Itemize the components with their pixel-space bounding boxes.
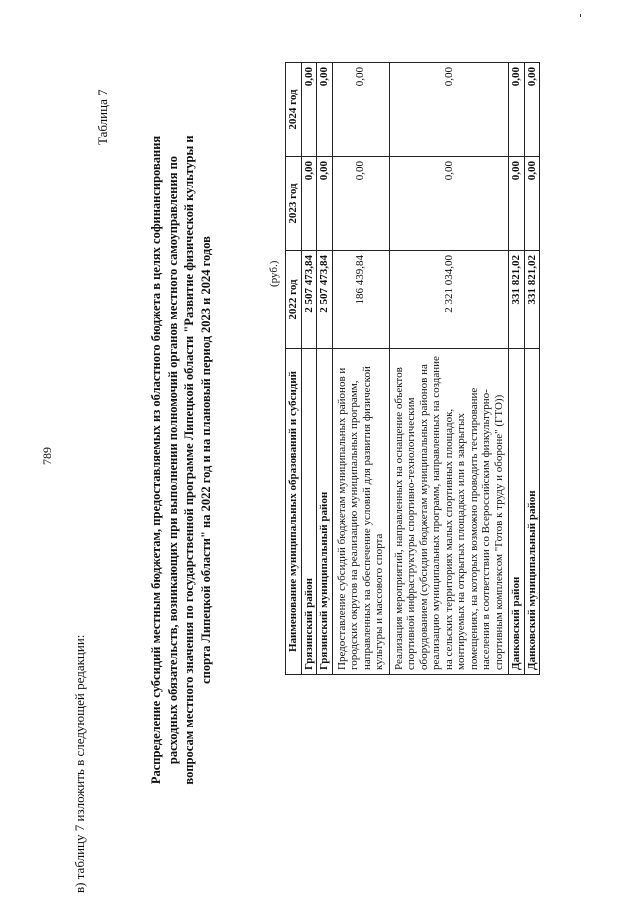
- header-2024: 2024 год: [286, 63, 302, 157]
- table-row: [317, 63, 333, 675]
- row-2024: 0,00: [301, 63, 317, 157]
- row-2022: 331 821,02: [509, 251, 525, 349]
- row-2022: 331 821,02: [524, 251, 540, 349]
- row-2024: 0,00: [509, 63, 525, 157]
- header-2023: 2023 год: [286, 157, 302, 251]
- subsidy-table: [285, 62, 540, 675]
- row-name: Реализация мероприятий, направленных на оснащение объектов спортивной инфраструктуры спортивно-технологическим оборудованием (субсидии бюджетам муниципальных районов на реализацию муниципальных программ, направленных на создание на сельских территориях малых спортивных площадок, монтируемых на открытых площадках или в закрытых помещениях, на которых возможно проводить тестирование населения в соответствии со Всероссийским физкультурно-спортивным комплексом "Готов к труду и обороне" (ГТО)): [389, 349, 509, 675]
- page-number: 789: [40, 447, 54, 465]
- row-2024: 0,00: [332, 63, 389, 157]
- table-row: [509, 63, 525, 675]
- scan-artifact: [580, 14, 581, 17]
- table-header-row: [286, 63, 302, 675]
- row-2024: 0,00: [317, 63, 333, 157]
- document-title: Распределение субсидий местным бюджетам, предоставляемых из областного бюджета в целях софинансирования расходных обязательств, возникающих при выполнении полномочий органов местного самоуправления по вопросам местного значения по государственной программе Липецкой области "Развитие физической культуры и спорта Липецкой области" на 2022 год и на плановый период 2023 и 2024 годов: [149, 135, 213, 785]
- row-2023: 0,00: [332, 157, 389, 251]
- row-2022: 186 439,84: [332, 251, 389, 349]
- table-row: [524, 63, 540, 675]
- row-2022: 2 507 473,84: [301, 251, 317, 349]
- row-2022: 2 321 034,00: [389, 251, 509, 349]
- row-2023: 0,00: [317, 157, 333, 251]
- table-row: [301, 63, 317, 675]
- table-number: Таблица 7: [95, 89, 110, 145]
- row-name: Данковский муниципальный район: [524, 349, 540, 675]
- row-name: Грязинский район: [301, 349, 317, 675]
- row-2024: 0,00: [389, 63, 509, 157]
- row-2023: 0,00: [524, 157, 540, 251]
- header-name: Наименование муниципальных образований и субсидий: [286, 349, 302, 675]
- header-2022: 2022 год: [286, 251, 302, 349]
- row-2022: 2 507 473,84: [317, 251, 333, 349]
- unit-label: (руб.): [268, 260, 280, 287]
- intro-line: в) таблицу 7 изложить в следующей редакции:: [72, 634, 87, 893]
- row-name: Грязинский муниципальный район: [317, 349, 333, 675]
- table-row: [332, 63, 389, 675]
- row-name: Данковский район: [509, 349, 525, 675]
- row-2024: 0,00: [524, 63, 540, 157]
- row-2023: 0,00: [509, 157, 525, 251]
- row-2023: 0,00: [389, 157, 509, 251]
- table-row: [389, 63, 509, 675]
- row-name: Предоставление субсидий бюджетам муниципальных районов и городских округов на реализацию муниципальных программ, направленных на обеспечение условий для развития физической культуры и массового спорта: [332, 349, 389, 675]
- row-2023: 0,00: [301, 157, 317, 251]
